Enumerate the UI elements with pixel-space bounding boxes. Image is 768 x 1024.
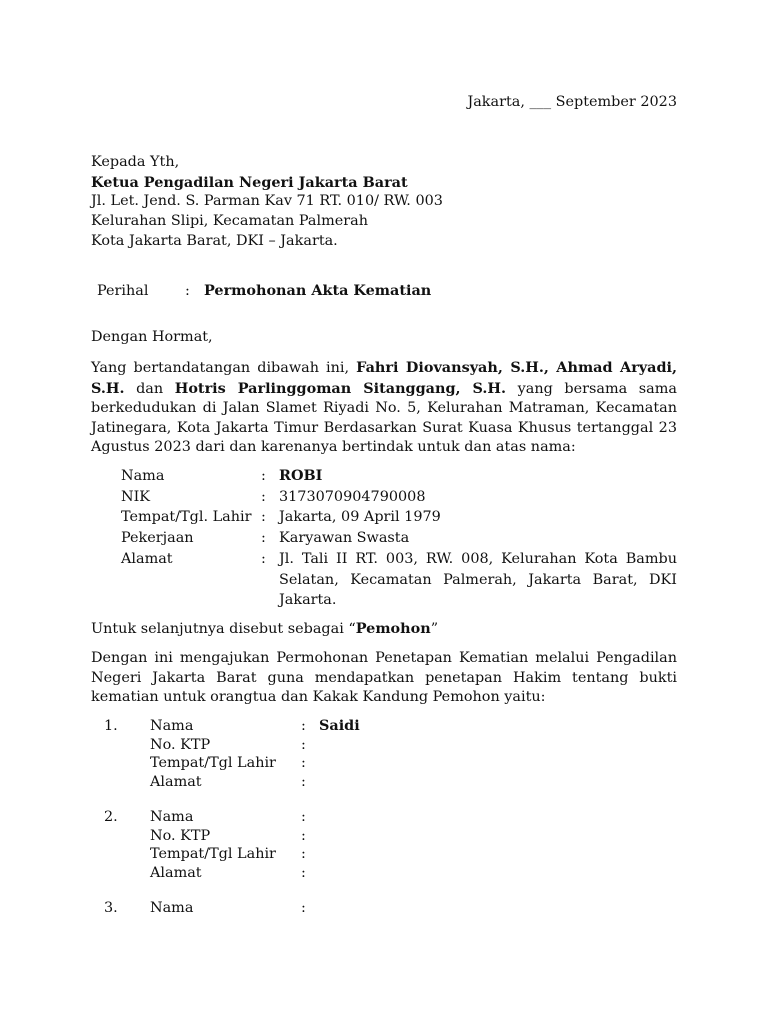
entry-row [150, 808, 319, 827]
entry-number: 2. [104, 809, 118, 825]
entry-fields [150, 717, 360, 791]
pemohon-text: ” [430, 621, 439, 637]
field-colon: : [301, 900, 306, 916]
field-label: Alamat [121, 550, 173, 567]
entry-row [150, 864, 319, 883]
field-label: Nama [150, 900, 194, 916]
field-colon: : [261, 530, 266, 547]
applicant-occupation: Karyawan Swasta [279, 530, 410, 547]
field-label: Tempat/Tgl Lahir [150, 755, 276, 771]
applicant-row [121, 507, 677, 528]
deceased-name: Saidi [319, 717, 360, 734]
intro-text: Yang bertandatangan dibawah ini, [91, 360, 357, 376]
field-label: Tempat/Tgl Lahir [150, 846, 276, 862]
field-label: Nama [121, 468, 165, 484]
applicant-identity [121, 466, 677, 611]
entry-row [150, 736, 360, 755]
date-line: Jakarta, ___ September 2023 [467, 94, 677, 110]
applicant-address: Jl. Tali II RT. 003, RW. 008, Kelurahan Kota Bambu Selatan, Kecamatan Palmerah, Jakarta Barat, DKI Jakarta. [279, 550, 677, 609]
field-colon: : [301, 827, 306, 844]
field-colon: : [301, 718, 306, 734]
attorney-names: Fahri Diovansyah, S.H., Ahmad Aryadi, S.H. [91, 359, 678, 397]
recipient-address-line: Jl. Let. Jend. S. Parman Kav 71 RT. 010/ RW. 003 [91, 193, 443, 210]
entry-number: 1. [104, 718, 118, 734]
recipient-block [91, 153, 443, 252]
field-colon: : [301, 864, 306, 881]
greeting: Dengan Hormat, [91, 329, 213, 345]
field-colon: : [261, 468, 266, 484]
intro-paragraph [91, 358, 677, 458]
field-label: Tempat/Tgl. Lahir [121, 509, 252, 526]
entry-fields [150, 899, 319, 918]
field-colon: : [301, 846, 306, 862]
entry-row [150, 754, 360, 773]
request-paragraph: Dengan ini mengajukan Permohonan Penetapan Kematian melalui Pengadilan Negeri Jakarta Barat guna mendapatkan penetapan Hakim tentang bukti kematian untuk orangtua dan Kakak Kandung Pemohon yaitu: [91, 650, 677, 705]
applicant-row [121, 549, 677, 611]
applicant-nik: 3173070904790008 [279, 488, 426, 505]
applicant-birth: Jakarta, 09 April 1979 [279, 509, 441, 526]
field-label: Nama [150, 718, 194, 734]
field-colon: : [301, 773, 306, 790]
salutation: Kepada Yth, [91, 154, 180, 170]
field-colon: : [261, 488, 266, 505]
field-colon: : [301, 809, 306, 825]
entry-number: 3. [104, 900, 118, 916]
applicant-name: ROBI [279, 467, 323, 484]
field-colon: : [301, 755, 306, 771]
recipient-address-line: Kota Jakarta Barat, DKI – Jakarta. [91, 232, 338, 249]
field-colon: : [301, 736, 306, 753]
recipient-title: Ketua Pengadilan Negeri Jakarta Barat [91, 173, 408, 191]
attorney-name: Hotris Parlinggoman Sitanggang, S.H. [174, 379, 507, 397]
entry-fields [150, 808, 319, 882]
field-label: Alamat [150, 864, 202, 881]
field-label: Alamat [150, 773, 202, 790]
intro-text: yang bersama sama berkedudukan di Jalan Slamet Riyadi No. 5, Kelurahan Matraman, Kecamatan Jatinegara, Kota Jakarta Timur Berdasarkan Surat Kuasa Khusus tertanggal 23 Agustus 2023 dari dan karenanya bertindak untuk dan atas nama: [91, 380, 677, 455]
subject-colon: : [185, 283, 190, 299]
recipient-address-line: Kelurahan Slipi, Kecamatan Palmerah [91, 213, 368, 230]
entry-row [150, 827, 319, 846]
entry-row [150, 717, 360, 736]
applicant-row [121, 466, 677, 487]
entry-row [150, 899, 319, 918]
subject-value: Permohonan Akta Kematian [204, 282, 432, 299]
applicant-row [121, 487, 677, 508]
entry-row [150, 773, 360, 792]
subject-line [97, 281, 431, 302]
field-label: Pekerjaan [121, 530, 194, 547]
entry-row [150, 845, 319, 864]
pemohon-text: Untuk selanjutnya disebut sebagai “ [91, 621, 356, 637]
intro-text: dan [124, 380, 175, 397]
pemohon-line [91, 619, 438, 640]
field-label: Nama [150, 809, 194, 825]
subject-label: Perihal [97, 283, 149, 299]
pemohon-term: Pemohon [355, 620, 431, 637]
field-colon: : [261, 550, 266, 567]
field-label: No. KTP [150, 736, 211, 753]
applicant-row [121, 528, 677, 549]
field-label: No. KTP [150, 827, 211, 844]
field-colon: : [261, 509, 266, 526]
field-label: NIK [121, 488, 151, 505]
